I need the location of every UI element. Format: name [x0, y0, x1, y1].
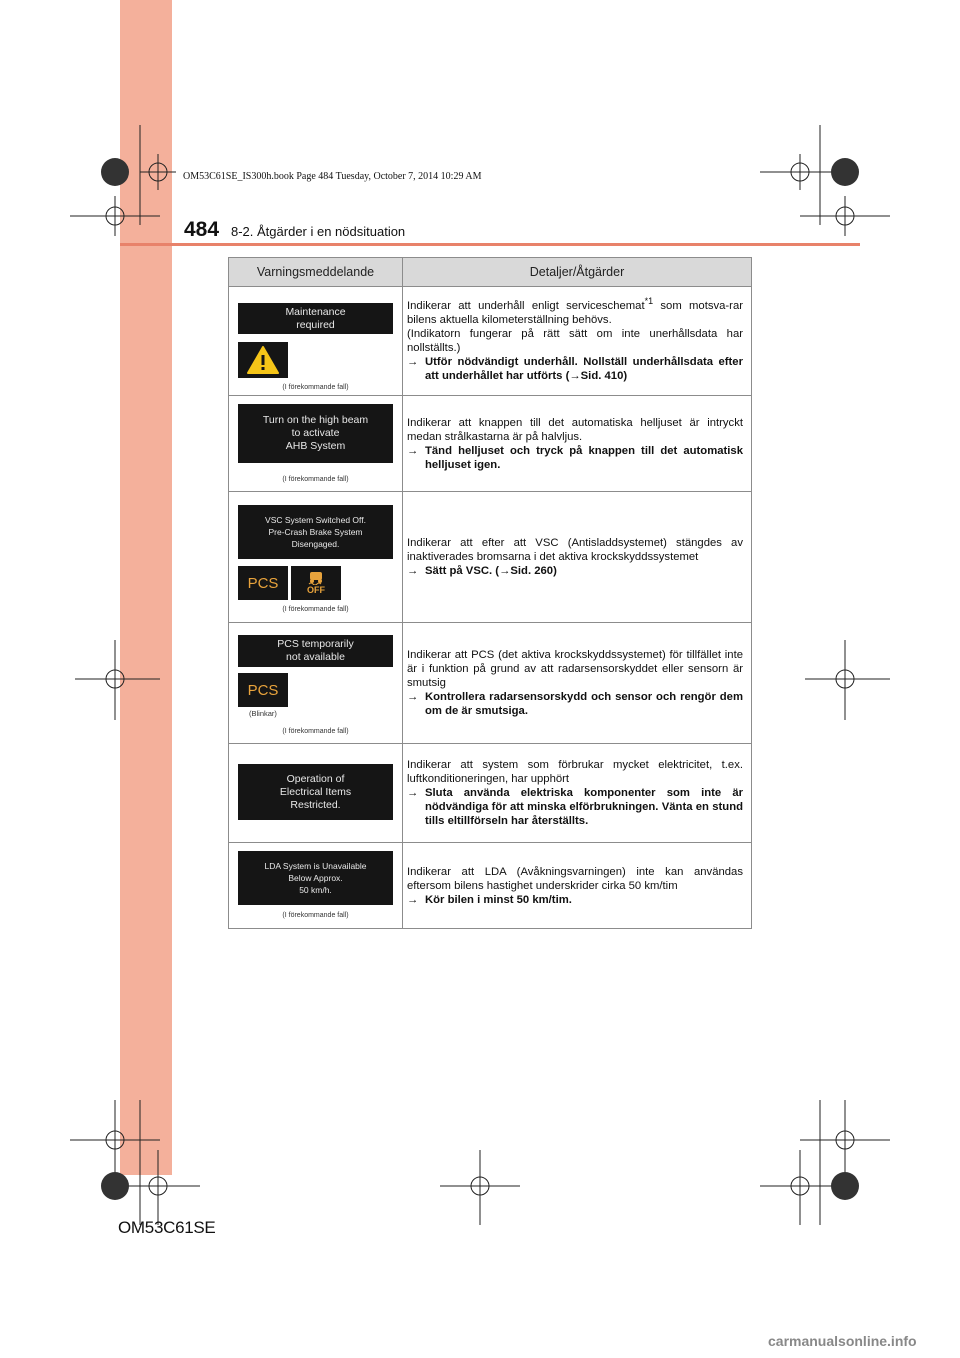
description: Indikerar att system som förbrukar mycket elektricitet, t.ex. luftkonditioneringen, har upphört [407, 759, 743, 785]
arrow-icon: → [407, 787, 419, 799]
details-cell [403, 287, 751, 395]
action: → Kör bilen i minst 50 km/tim. [407, 893, 572, 906]
display-message-pcs-unavailable [238, 635, 393, 667]
table-row [229, 396, 751, 492]
column-header-details: Detaljer/Åtgärder [529, 265, 625, 279]
action: → Sluta använda elektriska komponenter som inte är nödvändiga för att minska elförbrukningen. Vänta en stund tills eltillförseln har återställts. [407, 787, 743, 827]
note-if-applicable: (I förekommande fall) [282, 476, 349, 483]
manual-code: OM53C61SE [118, 1218, 216, 1237]
book-file-header: OM53C61SE_IS300h.book Page 484 Tuesday, October 7, 2014 10:29 AM [183, 171, 482, 182]
display-line: 50 km/h. [299, 885, 332, 895]
table-row [229, 492, 751, 623]
footnote-marker: *1 [644, 296, 654, 307]
display-line: Below Approx. [288, 873, 343, 883]
display-line: Pre-Crash Brake System [268, 527, 363, 537]
display-line: LDA System is Unavailable [264, 861, 367, 871]
display-line: VSC System Switched Off. [265, 515, 366, 525]
note-if-applicable: (I förekommande fall) [282, 384, 349, 391]
display-line: Operation of [286, 772, 345, 785]
display-line: to activate [291, 427, 340, 439]
message-cell [229, 843, 403, 928]
action: → Utför nödvändigt underhåll. Nollställ underhållsdata efter att underhållet har utförts (→Sid. 410) [407, 356, 743, 382]
vsc-off-indicator-icon [291, 566, 341, 600]
watermark: carmanualsonline.info [768, 1333, 917, 1349]
details-cell [403, 623, 751, 743]
pcs-indicator-icon: PCS [238, 566, 288, 600]
display-line: not available [286, 651, 345, 663]
display-line: AHB System [285, 440, 346, 452]
display-message-electrical-restricted [238, 764, 393, 820]
description: Indikerar att knappen till det automatiska helljuset är intryckt medan strålkastarna är på halvljus. [407, 416, 743, 443]
details-cell [403, 744, 751, 842]
table-row [229, 623, 751, 744]
table-row [229, 287, 751, 396]
page-number: 484 [184, 218, 220, 241]
message-cell [229, 396, 403, 491]
details-cell [403, 492, 751, 622]
details-cell [403, 396, 751, 491]
description: Indikerar att LDA (Avåkningsvarningen) inte kan användas eftersom bilens hastighet underskrider cirka 50 km/tim [407, 865, 743, 892]
action: → Sätt på VSC. (→Sid. 260) [407, 565, 557, 577]
warning-message-table [228, 257, 752, 929]
display-message-high-beam [238, 404, 393, 463]
display-line: Maintenance [285, 305, 346, 318]
display-line: PCS temporarily [277, 638, 354, 650]
note-if-applicable: (I förekommande fall) [282, 912, 349, 919]
message-cell [229, 287, 403, 395]
description: Indikerar att PCS (det aktiva krockskyddssystemet) för tillfället inte är i funktion på grund av att radarsensorskyddet eller sensorn är smutsig [407, 649, 743, 689]
column-header-message: Varningsmeddelande [229, 258, 403, 286]
message-cell [229, 623, 403, 743]
note-if-applicable: (I förekommande fall) [282, 606, 349, 613]
description-note: (Indikatorn fungerar på rätt sätt om inte unerhållsdata har nollställts.) [407, 328, 743, 354]
message-cell [229, 492, 403, 622]
description: Indikerar att underhåll enligt serviceschemat$^{*1}$ som motsva-rar bilens aktuella kilometerställning behövs. [407, 296, 743, 326]
description: Indikerar att efter att VSC (Antisladdsystemet) stängdes av inaktiverades bromsarna i det aktiva krockskyddssystemet [407, 537, 743, 563]
display-message-maintenance [238, 303, 393, 334]
table-header [229, 258, 751, 287]
display-line: Disengaged. [291, 539, 340, 549]
warning-triangle-icon [238, 342, 288, 378]
display-line: required [296, 318, 335, 331]
arrow-icon: → [407, 893, 419, 906]
display-message-vsc-off [238, 505, 393, 559]
blink-label: (Blinkar) [249, 709, 277, 718]
message-cell [229, 744, 403, 842]
section-title: 8-2. Åtgärder i en nödsituation [231, 224, 406, 239]
table-row [229, 843, 751, 928]
display-line: Turn on the high beam [262, 414, 369, 426]
details-cell [403, 843, 751, 928]
pcs-indicator-icon: PCS [238, 673, 288, 707]
arrow-icon: → [407, 356, 419, 368]
off-label: OFF [307, 585, 325, 595]
arrow-icon: → [407, 691, 419, 703]
arrow-icon: → [407, 565, 419, 577]
display-line: Electrical Items [279, 785, 352, 798]
display-message-lda-unavailable [238, 851, 393, 905]
header-rule [120, 243, 860, 246]
arrow-icon: → [407, 444, 419, 457]
note-if-applicable: (I förekommande fall) [282, 728, 349, 735]
table-row [229, 744, 751, 843]
action: → Kontrollera radarsensorskydd och sensor och rengör dem om de är smutsiga. [407, 691, 743, 717]
display-line: Restricted. [290, 798, 341, 811]
action: → Tänd helljuset och tryck på knappen till det automatisk helljuset igen. [407, 444, 743, 471]
